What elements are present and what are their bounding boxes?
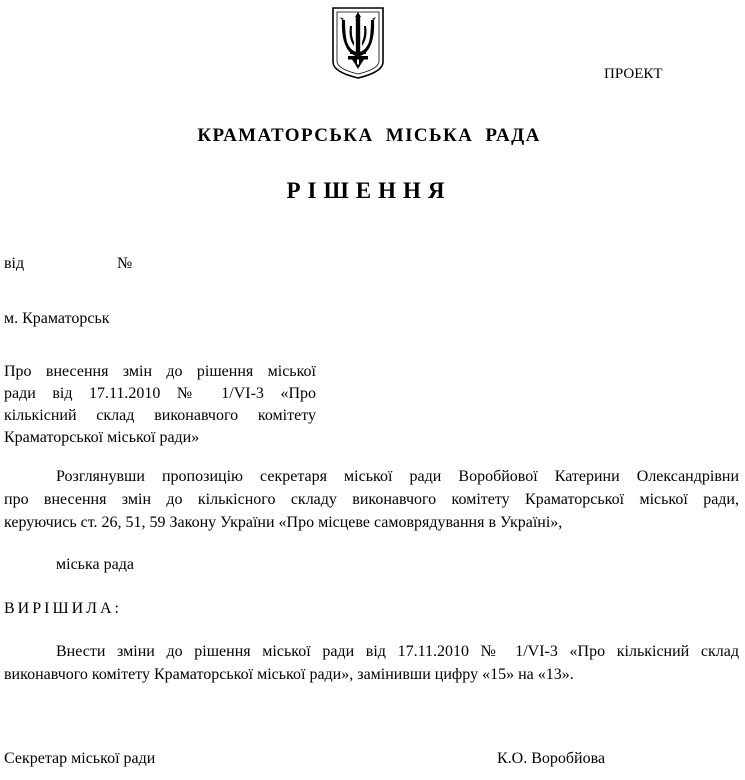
coat-of-arms-trident-icon	[330, 6, 386, 80]
number-label: №	[117, 255, 133, 272]
resolution-paragraph	[4, 640, 739, 686]
subject-line: ради від 17.11.2010 № 1/VI-3 «Про	[4, 385, 316, 402]
resolution-line: Внести зміни до рішення міської ради від 17.11.2010 № 1/VI-3 «Про кількісний склад	[56, 643, 739, 660]
draft-status-label: ПРОЕКТ	[604, 66, 663, 82]
subject-line: кількісний склад виконавчого комітету	[4, 407, 316, 424]
preamble-line: Розглянувши пропозицію секретаря міської ради Воробйової Катерини Олександрівни	[56, 468, 739, 485]
council-label: міська рада	[56, 556, 134, 573]
document-type-heading: РІШЕННЯ	[286, 178, 452, 203]
preamble-line: керуючись ст. 26, 51, 59 Закону України «Про місцеве самоврядування в Україні»,	[4, 514, 563, 531]
date-label: від	[4, 255, 25, 272]
resolution-line: виконавчого комітету Краматорської міської ради», замінивши цифру «15» на «13».	[4, 666, 574, 683]
signatory-role: Секретар міської ради	[4, 750, 156, 767]
preamble-line: про внесення змін до кількісного складу виконавчого комітету Краматорської міської ради,	[4, 491, 739, 508]
preamble-paragraph	[4, 465, 739, 534]
resolved-heading: ВИРІШИЛА:	[4, 600, 122, 617]
council-title: КРАМАТОРСЬКА МІСЬКА РАДА	[197, 125, 541, 146]
subject-line: Про внесення змін до рішення міської	[4, 363, 316, 380]
subject-line: Краматорської міської ради»	[4, 429, 200, 446]
city-name: м. Краматорськ	[4, 310, 110, 327]
signatory-name: К.О. Воробйова	[497, 750, 606, 767]
decision-subject	[4, 361, 316, 449]
